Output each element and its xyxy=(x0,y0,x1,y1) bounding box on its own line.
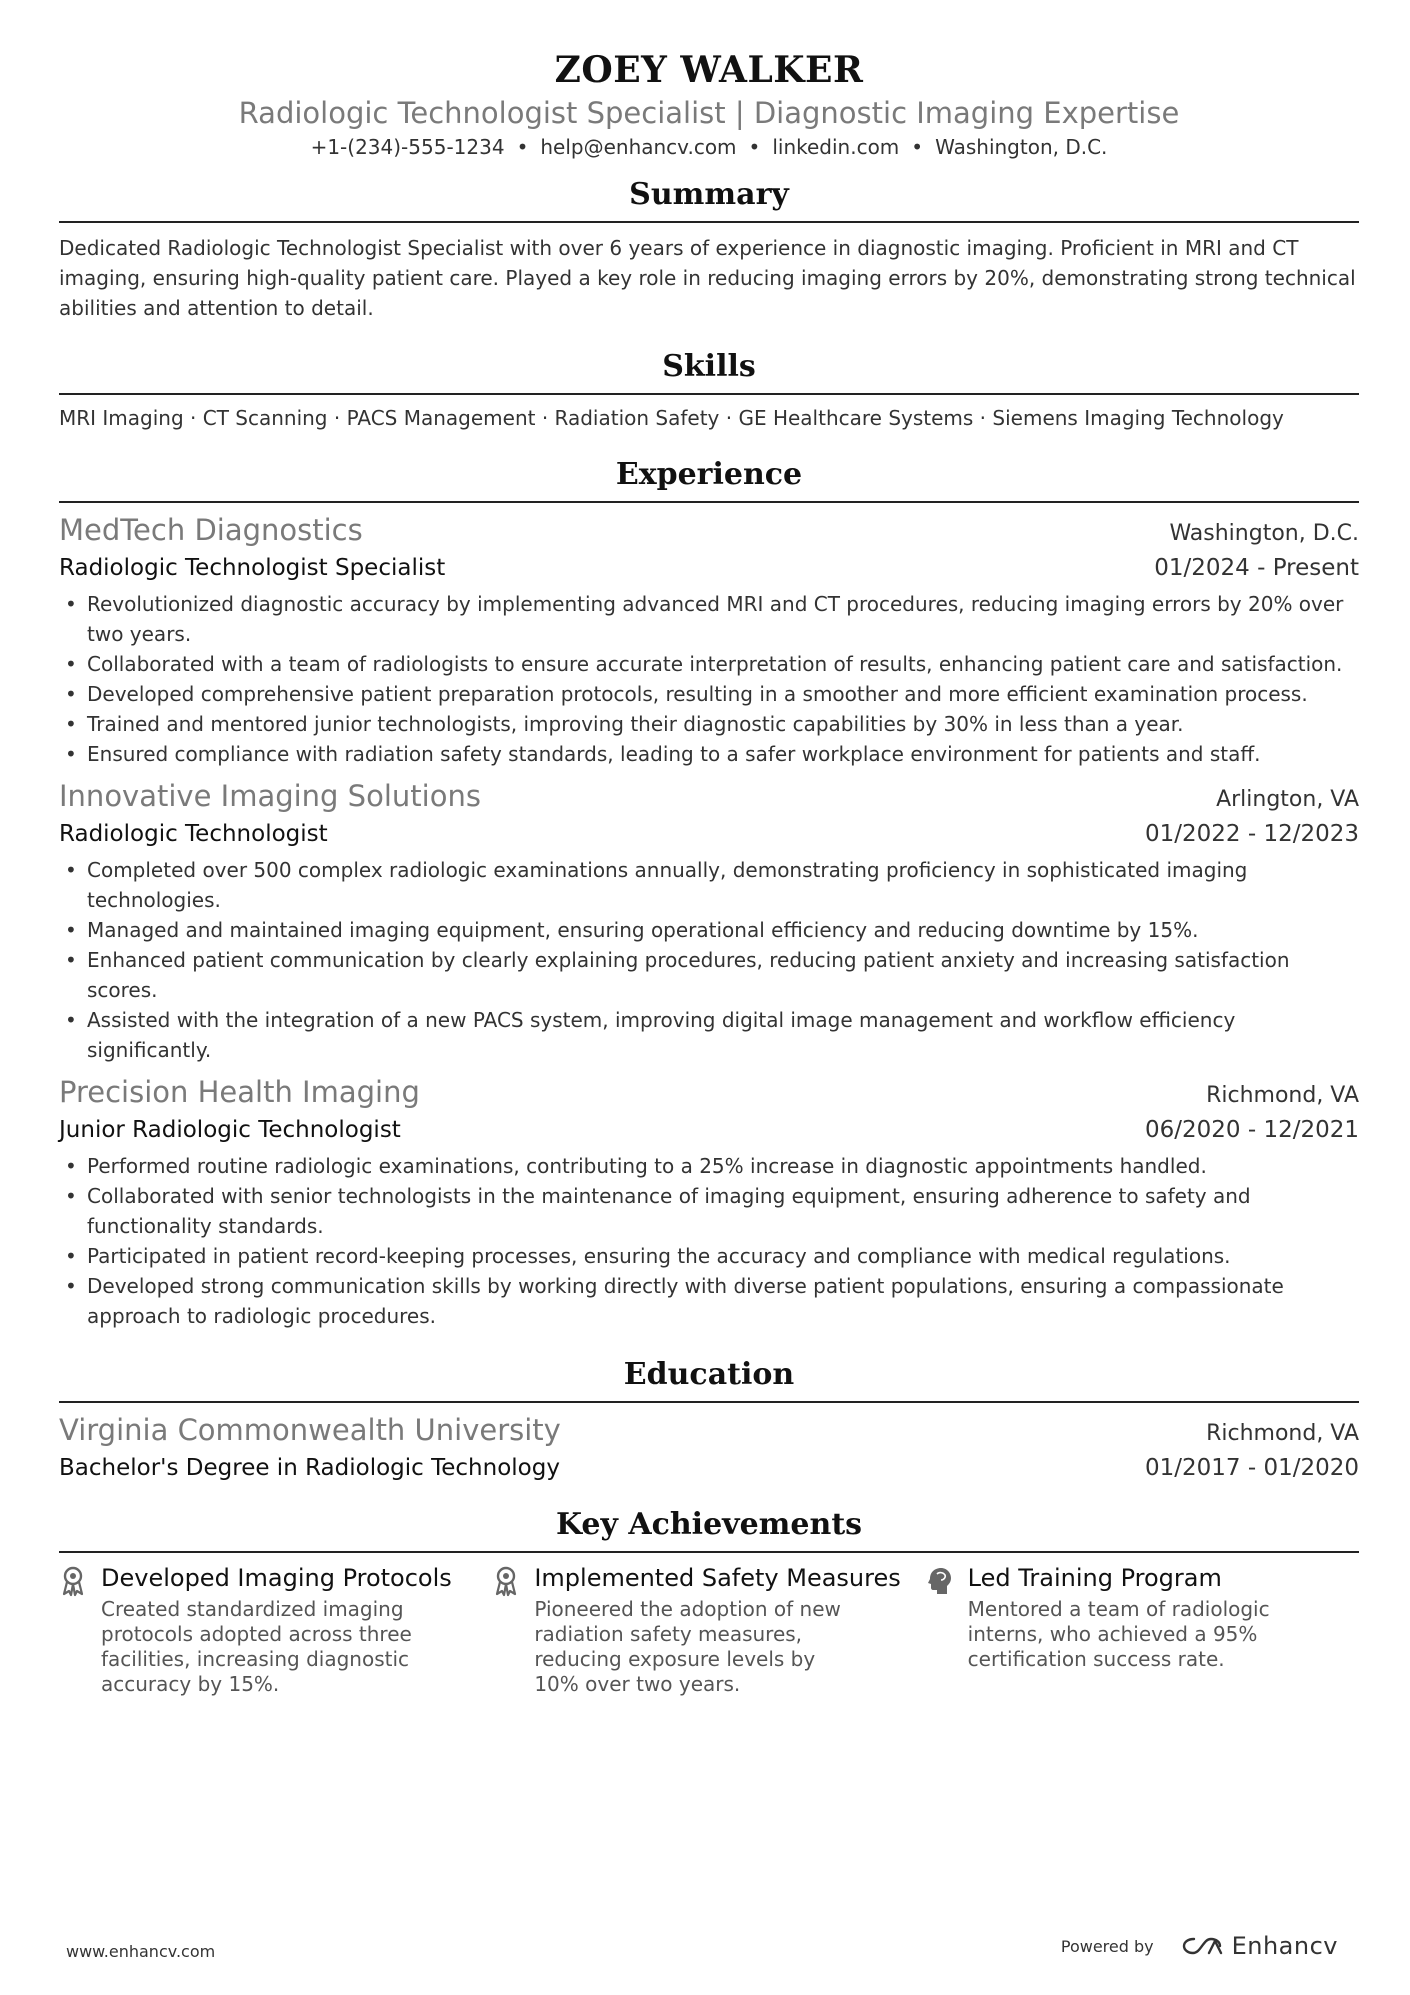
candidate-tagline: Radiologic Technologist Specialist | Diagnostic Imaging Expertise xyxy=(238,96,1180,130)
bullet-item: • Developed strong communication skills by working directly with diverse patient populations, ensuring a compassionate approach to radiologic procedures. xyxy=(59,1271,1359,1331)
contact-location: Washington, D.C. xyxy=(935,135,1108,159)
experience-section xyxy=(59,455,1359,1331)
experience-entry xyxy=(59,511,1359,769)
separator-dot: • xyxy=(911,135,924,159)
brand-logo[interactable] xyxy=(1180,1932,1338,1960)
section-title-education: Education xyxy=(59,1355,1359,1403)
achievement-item xyxy=(926,1561,1359,1697)
bullet-item: • Performed routine radiologic examinations, contributing to a 25% increase in diagnostic appointments handled. xyxy=(59,1151,1359,1181)
powered-by-label: Powered by xyxy=(1060,1936,1154,1956)
resume-content xyxy=(59,46,1359,1697)
experience-entry xyxy=(59,1073,1359,1331)
achievement-title: Led Training Program xyxy=(967,1564,1222,1592)
school-name: Virginia Commonwealth University xyxy=(59,1413,561,1447)
summary-section xyxy=(59,175,1359,323)
job-location: Arlington, VA xyxy=(1216,787,1359,812)
company-name: Precision Health Imaging xyxy=(59,1075,420,1109)
candidate-name: ZOEY WALKER xyxy=(554,49,864,91)
bullet-item: • Revolutionized diagnostic accuracy by implementing advanced MRI and CT procedures, reducing imaging errors by 20% over two years. xyxy=(59,589,1359,649)
enhancv-logo-icon xyxy=(1180,1935,1224,1957)
bullet-item: • Participated in patient record-keeping processes, ensuring the accuracy and compliance with medical regulations. xyxy=(59,1241,1359,1271)
section-title-skills: Skills xyxy=(59,347,1359,395)
contact-email: help@enhancv.com xyxy=(540,135,737,159)
bullet-item: • Developed comprehensive patient preparation protocols, resulting in a smoother and more efficient examination process. xyxy=(59,679,1359,709)
job-bullets xyxy=(59,1151,1359,1331)
bullet-item: • Trained and mentored junior technologists, improving their diagnostic capabilities by 30% in less than a year. xyxy=(59,709,1359,739)
contact-linkedin: linkedin.com xyxy=(772,135,900,159)
education-entry xyxy=(59,1411,1359,1485)
job-location: Richmond, VA xyxy=(1206,1083,1359,1108)
section-title-summary: Summary xyxy=(59,175,1359,223)
summary-text: Dedicated Radiologic Technologist Specialist with over 6 years of experience in diagnostic imaging. Proficient in MRI and CT imaging, ensuring high-quality patient care. Played a key role in reducing imaging errors by 20%, demonstrating strong technical abilities and attention to detail. xyxy=(59,236,1356,320)
bullet-item: • Enhanced patient communication by clearly explaining procedures, reducing patient anxiety and increasing satisfaction scores. xyxy=(59,945,1359,1005)
company-name: MedTech Diagnostics xyxy=(59,513,363,547)
achievement-item xyxy=(492,1561,925,1697)
job-dates: 01/2022 - 12/2023 xyxy=(1144,821,1359,847)
contact-line xyxy=(59,132,1359,162)
resume-header xyxy=(59,46,1359,162)
award-ribbon-icon xyxy=(492,1565,520,1597)
award-ribbon-icon xyxy=(59,1565,87,1597)
job-title: Radiologic Technologist xyxy=(59,821,328,847)
achievement-item xyxy=(59,1561,492,1697)
education-dates: 01/2017 - 01/2020 xyxy=(1144,1455,1359,1481)
bullet-item: • Completed over 500 complex radiologic examinations annually, demonstrating proficiency in sophisticated imaging technologies. xyxy=(59,855,1359,915)
brand-name: Enhancv xyxy=(1231,1932,1338,1960)
degree-name: Bachelor's Degree in Radiologic Technology xyxy=(59,1455,560,1481)
achievement-description: Pioneered the adoption of new radiation safety measures, reducing exposure levels by 10% over two years. xyxy=(534,1597,841,1696)
company-name: Innovative Imaging Solutions xyxy=(59,779,481,813)
job-dates: 01/2024 - Present xyxy=(1154,555,1359,581)
skills-section xyxy=(59,347,1359,433)
skills-list: MRI Imaging · CT Scanning · PACS Management · Radiation Safety · GE Healthcare Systems · Siemens Imaging Technology xyxy=(59,406,1284,430)
bullet-item: • Managed and maintained imaging equipment, ensuring operational efficiency and reducing downtime by 15%. xyxy=(59,915,1359,945)
school-location: Richmond, VA xyxy=(1206,1421,1359,1446)
job-bullets xyxy=(59,589,1359,769)
footer-branding xyxy=(1061,1932,1338,1960)
job-title: Junior Radiologic Technologist xyxy=(59,1117,401,1143)
job-location: Washington, D.C. xyxy=(1169,521,1359,546)
contact-phone: +1-(234)-555-1234 xyxy=(310,135,505,159)
head-brain-icon xyxy=(926,1565,954,1597)
section-title-experience: Experience xyxy=(59,455,1359,503)
bullet-item: • Collaborated with a team of radiologists to ensure accurate interpretation of results, enhancing patient care and satisfaction. xyxy=(59,649,1359,679)
bullet-item: • Ensured compliance with radiation safety standards, leading to a safer workplace environment for patients and staff. xyxy=(59,739,1359,769)
footer-website-link[interactable]: www.enhancv.com xyxy=(66,1942,216,1961)
education-section xyxy=(59,1355,1359,1485)
achievements-grid xyxy=(59,1561,1359,1697)
achievements-section xyxy=(59,1505,1359,1697)
separator-dot: • xyxy=(748,135,761,159)
section-title-achievements: Key Achievements xyxy=(59,1505,1359,1553)
achievement-description: Mentored a team of radiologic interns, who achieved a 95% certification success rate. xyxy=(967,1597,1270,1671)
bullet-item: • Assisted with the integration of a new PACS system, improving digital image management and workflow efficiency significantly. xyxy=(59,1005,1359,1065)
job-title: Radiologic Technologist Specialist xyxy=(59,555,446,581)
achievement-title: Developed Imaging Protocols xyxy=(101,1564,452,1592)
achievement-title: Implemented Safety Measures xyxy=(534,1564,901,1592)
bullet-item: • Collaborated with senior technologists in the maintenance of imaging equipment, ensuring adherence to safety and functionality standards. xyxy=(59,1181,1359,1241)
separator-dot: • xyxy=(516,135,529,159)
job-dates: 06/2020 - 12/2021 xyxy=(1144,1117,1359,1143)
job-bullets xyxy=(59,855,1359,1065)
achievement-description: Created standardized imaging protocols adopted across three facilities, increasing diagnostic accuracy by 15%. xyxy=(101,1597,412,1696)
experience-entry xyxy=(59,777,1359,1065)
